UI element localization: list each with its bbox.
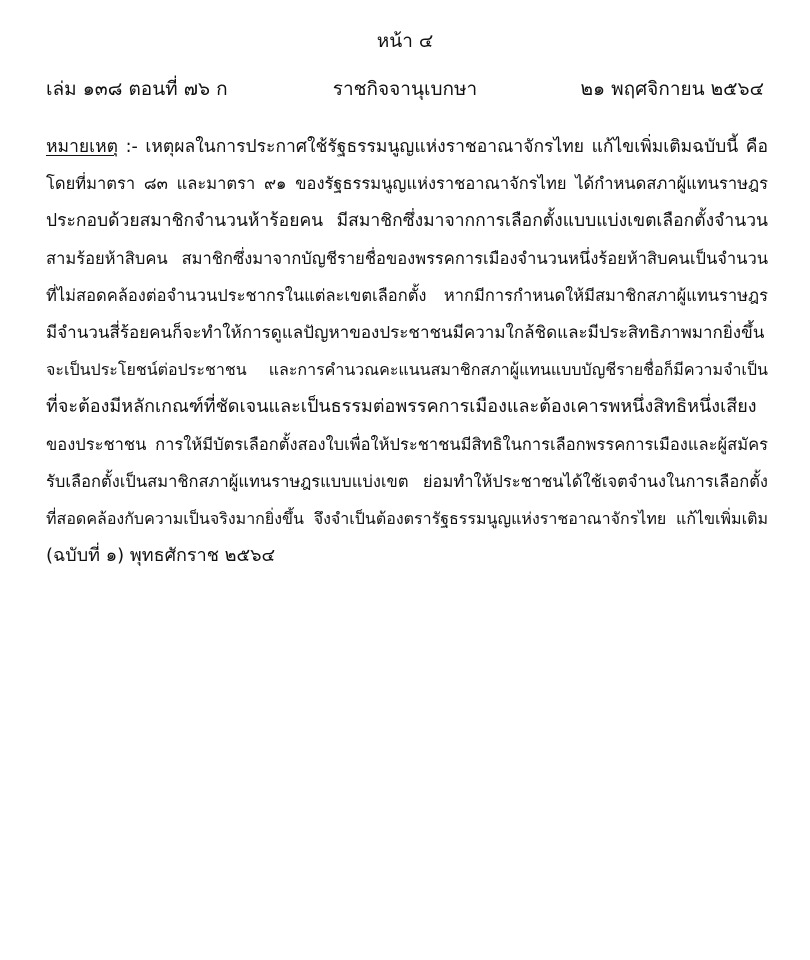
- note-line: ที่สอดคล้องกับความเป็นจริงมากยิ่งขึ้น จึงจำเป็นต้องตรารัฐธรรมนูญแห่งราชอาณาจักรไทย แก้ไขเพิ่มเติม: [46, 508, 768, 528]
- note-separator: :-: [118, 137, 146, 157]
- page-number: หน้า ๔: [376, 30, 434, 52]
- note-line: จะเป็นประโยชน์ต่อประชาชน และการคำนวณคะแนนสมาชิกสภาผู้แทนแบบบัญชีรายชื่อก็มีความจำเป็น: [46, 360, 768, 380]
- note-line: สามร้อยห้าสิบคน สมาชิกซึ่งมาจากบัญชีรายชื่อของพรรคการเมืองจำนวนหนึ่งร้อยห้าสิบคนเป็นจำนวน: [46, 248, 768, 268]
- note-line: โดยที่มาตรา ๘๓ และมาตรา ๙๑ ของรัฐธรรมนูญแห่งราชอาณาจักรไทย ได้กำหนดสภาผู้แทนราษฎร: [46, 174, 768, 194]
- note-line: (ฉบับที่ ๑) พุทธศักราช ๒๕๖๔: [46, 545, 276, 567]
- publication-date: ๒๑ พฤศจิกายน ๒๕๖๔: [580, 78, 764, 100]
- note-line: ของประชาชน การให้มีบัตรเลือกตั้งสองใบเพื่อให้ประชาชนมีสิทธิในการเลือกพรรคการเมืองและผู้สมัคร: [46, 434, 768, 454]
- volume-issue: เล่ม ๑๓๘ ตอนที่ ๗๖ ก: [46, 78, 228, 100]
- gazette-name: ราชกิจจานุเบกษา: [332, 78, 478, 100]
- note-line: ประกอบด้วยสมาชิกจำนวนห้าร้อยคน มีสมาชิกซึ่งมาจากการเลือกตั้งแบบแบ่งเขตเลือกตั้งจำนวน: [46, 211, 768, 232]
- note-line: รับเลือกตั้งเป็นสมาชิกสภาผู้แทนราษฎรแบบแบ่งเขต ย่อมทำให้ประชาชนได้ใช้เจตจำนงในการเลือกตั้ง: [46, 471, 768, 491]
- note-line: ที่จะต้องมีหลักเกณฑ์ที่ชัดเจนและเป็นธรรมต่อพรรคการเมืองและต้องเคารพหนึ่งสิทธิหนึ่งเสียง: [46, 396, 757, 418]
- note-label: หมายเหตุ: [46, 137, 119, 157]
- gazette-header: [46, 74, 764, 104]
- note-paragraph: [46, 132, 768, 578]
- note-line: [46, 132, 768, 169]
- note-line-text: เหตุผลในการประกาศใช้รัฐธรรมนูญแห่งราชอาณาจักรไทย แก้ไขเพิ่มเติมฉบับนี้ คือ: [145, 137, 769, 157]
- note-line: ที่ไม่สอดคล้องต่อจำนวนประชากรในแต่ละเขตเลือกตั้ง หากมีการกำหนดให้มีสมาชิกสภาผู้แทนราษฎร: [46, 285, 768, 305]
- note-line: มีจำนวนสี่ร้อยคนก็จะทำให้การดูแลปัญหาของประชาชนมีความใกล้ชิดและมีประสิทธิภาพมากยิ่งขึ้น: [46, 322, 765, 343]
